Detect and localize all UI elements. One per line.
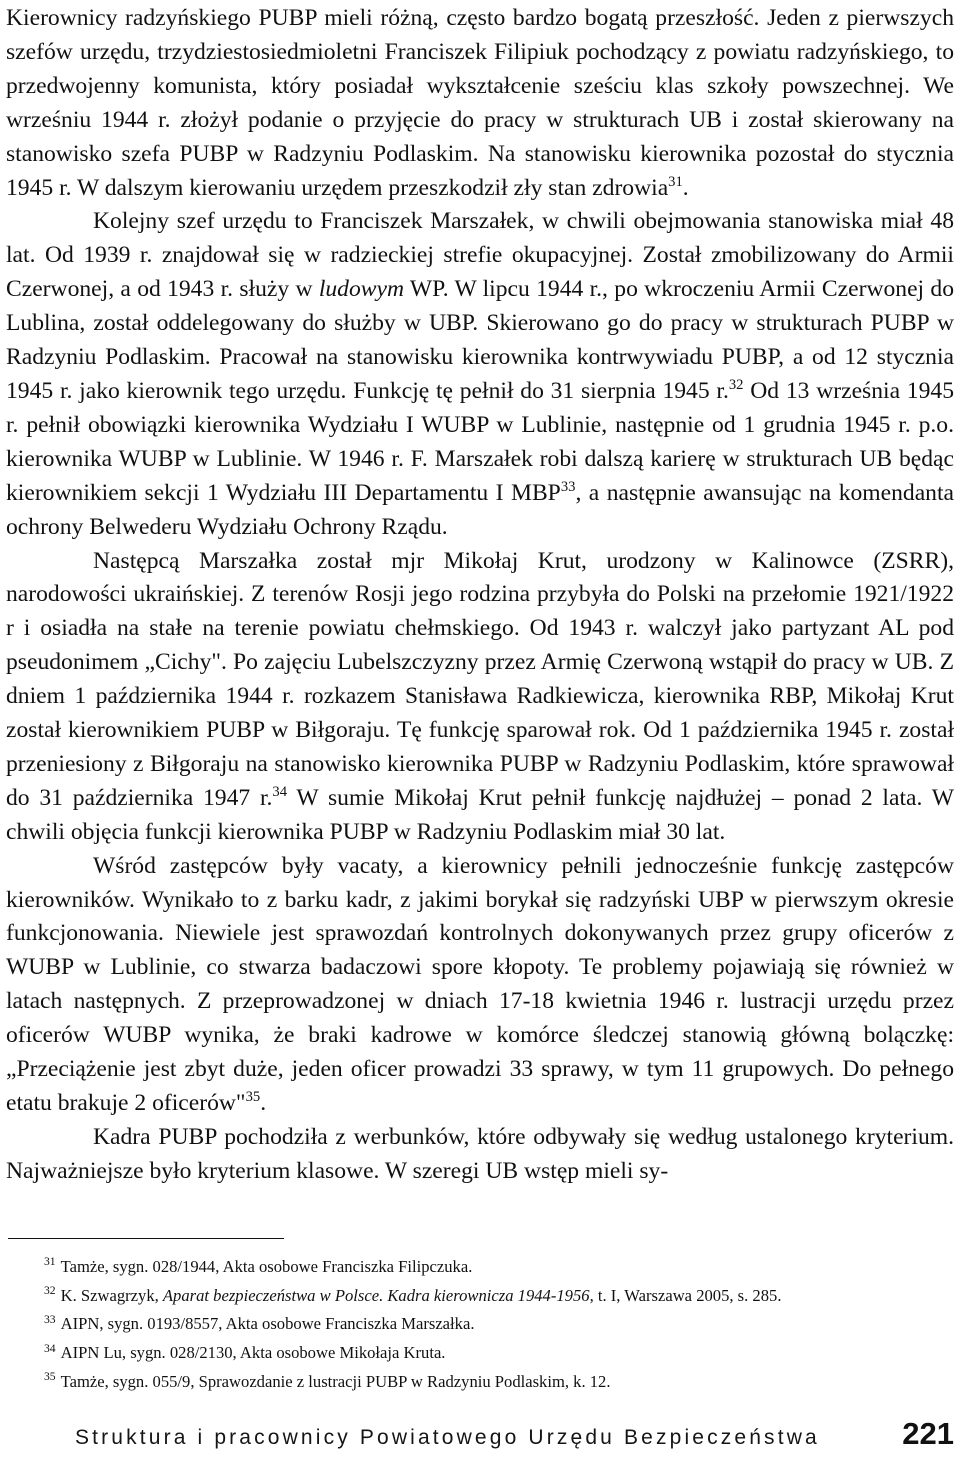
footnote-number: 32 [44,1284,56,1298]
text-run: . [682,174,689,201]
footnote-number: 31 [44,1255,56,1269]
text-run: Wśród zastępców były vacaty, a kierownicy pełnili jednocześnie funkcję zastępców kierowników. Wynikało to z barku kadr, z jakimi borykał się radzyński UBP w pierwszym okresie funkcjonowania. Niewiele jest sprawozdań kontrolnych dokonywanych przez grupy oficerów z WUBP w Lublinie, co stwarza badaczowi spore kłopoty. Te problemy pojawiają się również w latach następnych. Z przeprowadzonej w dniach 17-18 kwietnia 1946 r. lustracji urzędu przez oficerów WUBP wynika, że braki kadrowe w komórce śledczej stanowią główną bolączkę: „Przeciążenie jest zbyt duże, jeden oficer prowadzi 33 sprawy, w tym 11 grupowych. Do pełnego etatu brakuje 2 oficerów" [6,852,954,1116]
paragraph [6,1121,954,1189]
page-number: 221 [902,1416,954,1451]
footnote [44,1310,954,1339]
footnote-ref: 33 [560,478,576,495]
footnote-ref: 34 [272,783,288,800]
main-text [6,2,954,1189]
page-footer [6,1412,954,1452]
running-head: Struktura i pracownicy Powiatowego Urzędu Bezpieczeństwa [75,1426,820,1449]
paragraph [6,2,954,205]
footnote-ref: 35 [245,1089,261,1106]
text-run: Od 13 września 1945 r. pełnił obowiązki kierownika Wydziału I WUBP w Lublinie, następnie od 1 grudnia 1945 r. p.o. kierownika WUBP w Lublinie. W 1946 r. F. Marszałek robi dalszą karierę w strukturach UB będąc kierownikiem sekcji 1 Wydziału III Departamentu I MBP [6,377,954,506]
footnote [44,1368,954,1397]
footnotes [44,1253,954,1397]
text-run: Tamże, sygn. 055/9, Sprawozdanie z lustracji PUBP w Radzyniu Podlaskim, k. 12. [60,1371,611,1391]
text-run: K. Szwagrzyk, [60,1285,163,1305]
footnote-ref: 31 [668,173,683,190]
text-run: WP. W lipcu 1944 r., po wkroczeniu Armii Czerwonej do Lublina, został oddelegowany do służby w UBP. Skierowano go do pracy w strukturach PUBP w Radzyniu Podlaskim. Pracował na stanowisku kierownika kontrwywiadu PUBP, a od 12 stycznia 1945 r. jako kierownik tego urzędu. Funkcję tę pełnił do 31 sierpnia 1945 r. [6,276,955,404]
text-run: Tamże, sygn. 028/1944, Akta osobowe Franciszka Filipczuka. [60,1257,473,1276]
footnote [44,1282,954,1311]
text-run: AIPN Lu, sygn. 028/2130, Akta osobowe Mikołaja Kruta. [60,1343,446,1363]
paragraph [6,850,954,1121]
footnote [44,1253,954,1282]
text-run: . [260,1090,267,1116]
paragraph [6,205,954,544]
footnote-ref: 32 [728,377,744,394]
text-run: W sumie Mikołaj Krut pełnił funkcję najdłużej – ponad 2 lata. W chwili objęcia funkcji kierownika PUBP w Radzyniu Podlaskim miał 30 lat. [6,784,954,845]
text-run: Kierownicy radzyńskiego PUBP mieli różną, często bardzo bogatą przeszłość. Jeden z pierwszych szefów urzędu, trzydziestosiedmioletni Franciszek Filipiuk pochodzący z powiatu radzyńskiego, to przedwojenny komunista, który posiadał wykształcenie sześciu klas szkoły powszechnej. We wrześniu 1944 r. złożył podanie o przyjęcie do pracy w strukturach UB i został skierowany na stanowisko szefa PUBP w Radzyniu Podlaskim. Na stanowisku kierownika pozostał do stycznia 1945 r. W dalszym kierowaniu urzędem przeszkodził zły stan zdrowia [6,5,954,201]
text-run: Kolejny szef urzędu to Franciszek Marszałek, w chwili obejmowania stanowiska miał 48 lat. Od 1939 r. znajdował się w radzieckiej strefie okupacyjnej. Został zmobilizowany do Armii Czerwonej, a od 1943 r. służy w [6,208,954,303]
text-run: AIPN, sygn. 0193/8557, Akta osobowe Franciszka Marszałka. [60,1314,475,1334]
italic-text: ludowym [318,276,405,303]
text-run: Kadra PUBP pochodziła z werbunków, które odbywały się według ustalonego kryterium. Najważniejsze było kryterium klasowe. W szeregi UB wstęp mieli sy- [6,1123,954,1184]
footnote-number: 33 [44,1312,56,1326]
text-run: , a następnie awansując na komendanta ochrony Belwederu Wydziału Ochrony Rządu. [6,479,954,540]
italic-text: Aparat bezpieczeństwa w Polsce. Kadra kierownicza 1944-1956 [162,1285,590,1305]
text-run: Następcą Marszałka został mjr Mikołaj Krut, urodzony w Kalinowce (ZSRR), narodowości ukraińskiej. Z terenów Rosji jego rodzina przybyła do Polski na przełomie 1921/1922 r i osiadła na stałe na terenie powiatu chełmskiego. Od 1943 r. walczył jako partyzant AL pod pseudonimem „Cichy". Po zajęciu Lubelszczyzny przez Armię Czerwoną wstąpił do pracy w UB. Z dniem 1 października 1944 r. rozkazem Stanisława Radkiewicza, kierownika RBP, Mikołaj Krut został kierownikiem PUBP w Biłgoraju. Tę funkcję sparował rok. Od 1 października 1945 r. został przeniesiony z Biłgoraju na stanowisko kierownika PUBP w Radzyniu Podlaskim, które sprawował do 31 października 1947 r. [6,547,954,811]
footnote [44,1339,954,1368]
footnote-separator [8,1238,284,1239]
paragraph [6,545,954,850]
footnote-number: 35 [44,1370,56,1384]
text-run: , t. I, Warszawa 2005, s. 285. [589,1285,782,1305]
footnote-number: 34 [44,1341,56,1355]
